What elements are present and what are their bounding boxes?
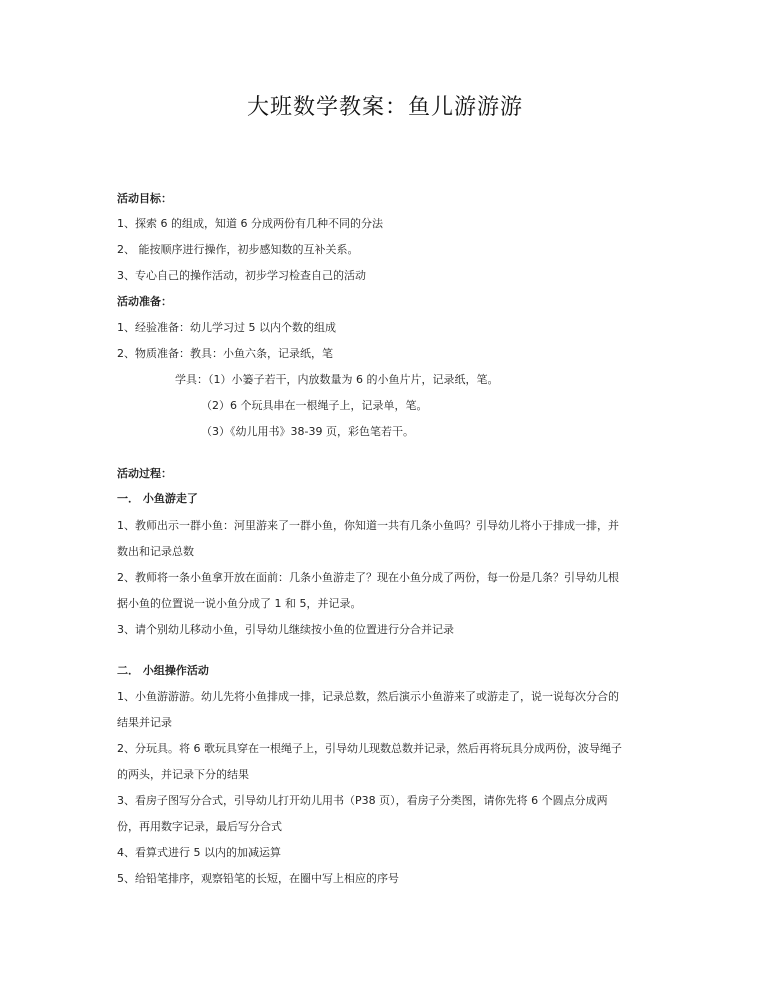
process-one-item-2a: 2、教师将一条小鱼拿开放在面前：几条小鱼游走了？现在小鱼分成了两份，每一份是几条？引导幼儿根: [117, 571, 619, 584]
process-two-item-2b: 的两头，并记录下分的结果: [117, 768, 249, 781]
document-title: 大班数学教案：鱼儿游游游: [246, 95, 523, 120]
process-one-item-1a: 1、教师出示一群小鱼：河里游来了一群小鱼，你知道一共有几条小鱼吗？引导幼儿将小于排成一排，并: [117, 519, 619, 532]
process-two-item-5: 5、给铅笔排序，观察铅笔的长短，在圈中写上相应的序号: [117, 872, 399, 885]
goal-item-3: 3、专心自己的操作活动，初步学习检查自己的活动: [117, 269, 366, 282]
process-two-item-3a: 3、看房子图写分合式，引导幼儿打开幼儿用书（P38 页），看房子分类图，请你先将 6 个圆点分成两: [117, 794, 608, 807]
goal-item-2: 2、 能按顺序进行操作，初步感知数的互补关系。: [117, 243, 359, 256]
prep-item-1: 1、经验准备：幼儿学习过 5 以内个数的组成: [117, 321, 336, 334]
prep-student-tools-3: （3）《幼儿用书》38-39 页，彩色笔若干。: [201, 425, 414, 438]
section-one-heading: 一． 小鱼游走了: [117, 492, 198, 505]
process-one-item-2b: 据小鱼的位置说一说小鱼分成了 1 和 5，并记录。: [117, 597, 362, 610]
prep-student-tools-1: 学具：（1）小篓子若干，内放数量为 6 的小鱼片片，记录纸，笔。: [175, 373, 499, 386]
goal-item-1: 1、探索 6 的组成，知道 6 分成两份有几种不同的分法: [117, 217, 383, 230]
process-two-item-1b: 结果并记录: [117, 716, 172, 729]
prep-item-2: 2、物质准备：教具：小鱼六条，记录纸，笔: [117, 347, 333, 360]
process-one-item-1b: 数出和记录总数: [117, 545, 194, 558]
process-one-item-3: 3、请个别幼儿移动小鱼，引导幼儿继续按小鱼的位置进行分合并记录: [117, 623, 454, 636]
process-two-item-3b: 份，再用数字记录，最后写分合式: [117, 820, 282, 833]
process-two-item-4: 4、看算式进行 5 以内的加减运算: [117, 846, 281, 859]
heading-goals: 活动目标：: [117, 192, 172, 205]
heading-preparation: 活动准备：: [117, 295, 172, 308]
heading-process: 活动过程：: [117, 467, 172, 480]
process-two-item-1a: 1、小鱼游游游。幼儿先将小鱼排成一排，记录总数，然后演示小鱼游来了或游走了，说一说每次分合的: [117, 690, 619, 703]
prep-student-tools-2: （2）6 个玩具串在一根绳子上，记录单，笔。: [201, 399, 428, 412]
process-two-item-2a: 2、分玩具。将 6 歌玩具穿在一根绳子上，引导幼儿现数总数并记录，然后再将玩具分成两份，波导绳子: [117, 742, 622, 755]
section-two-heading: 二． 小组操作活动: [117, 664, 209, 677]
